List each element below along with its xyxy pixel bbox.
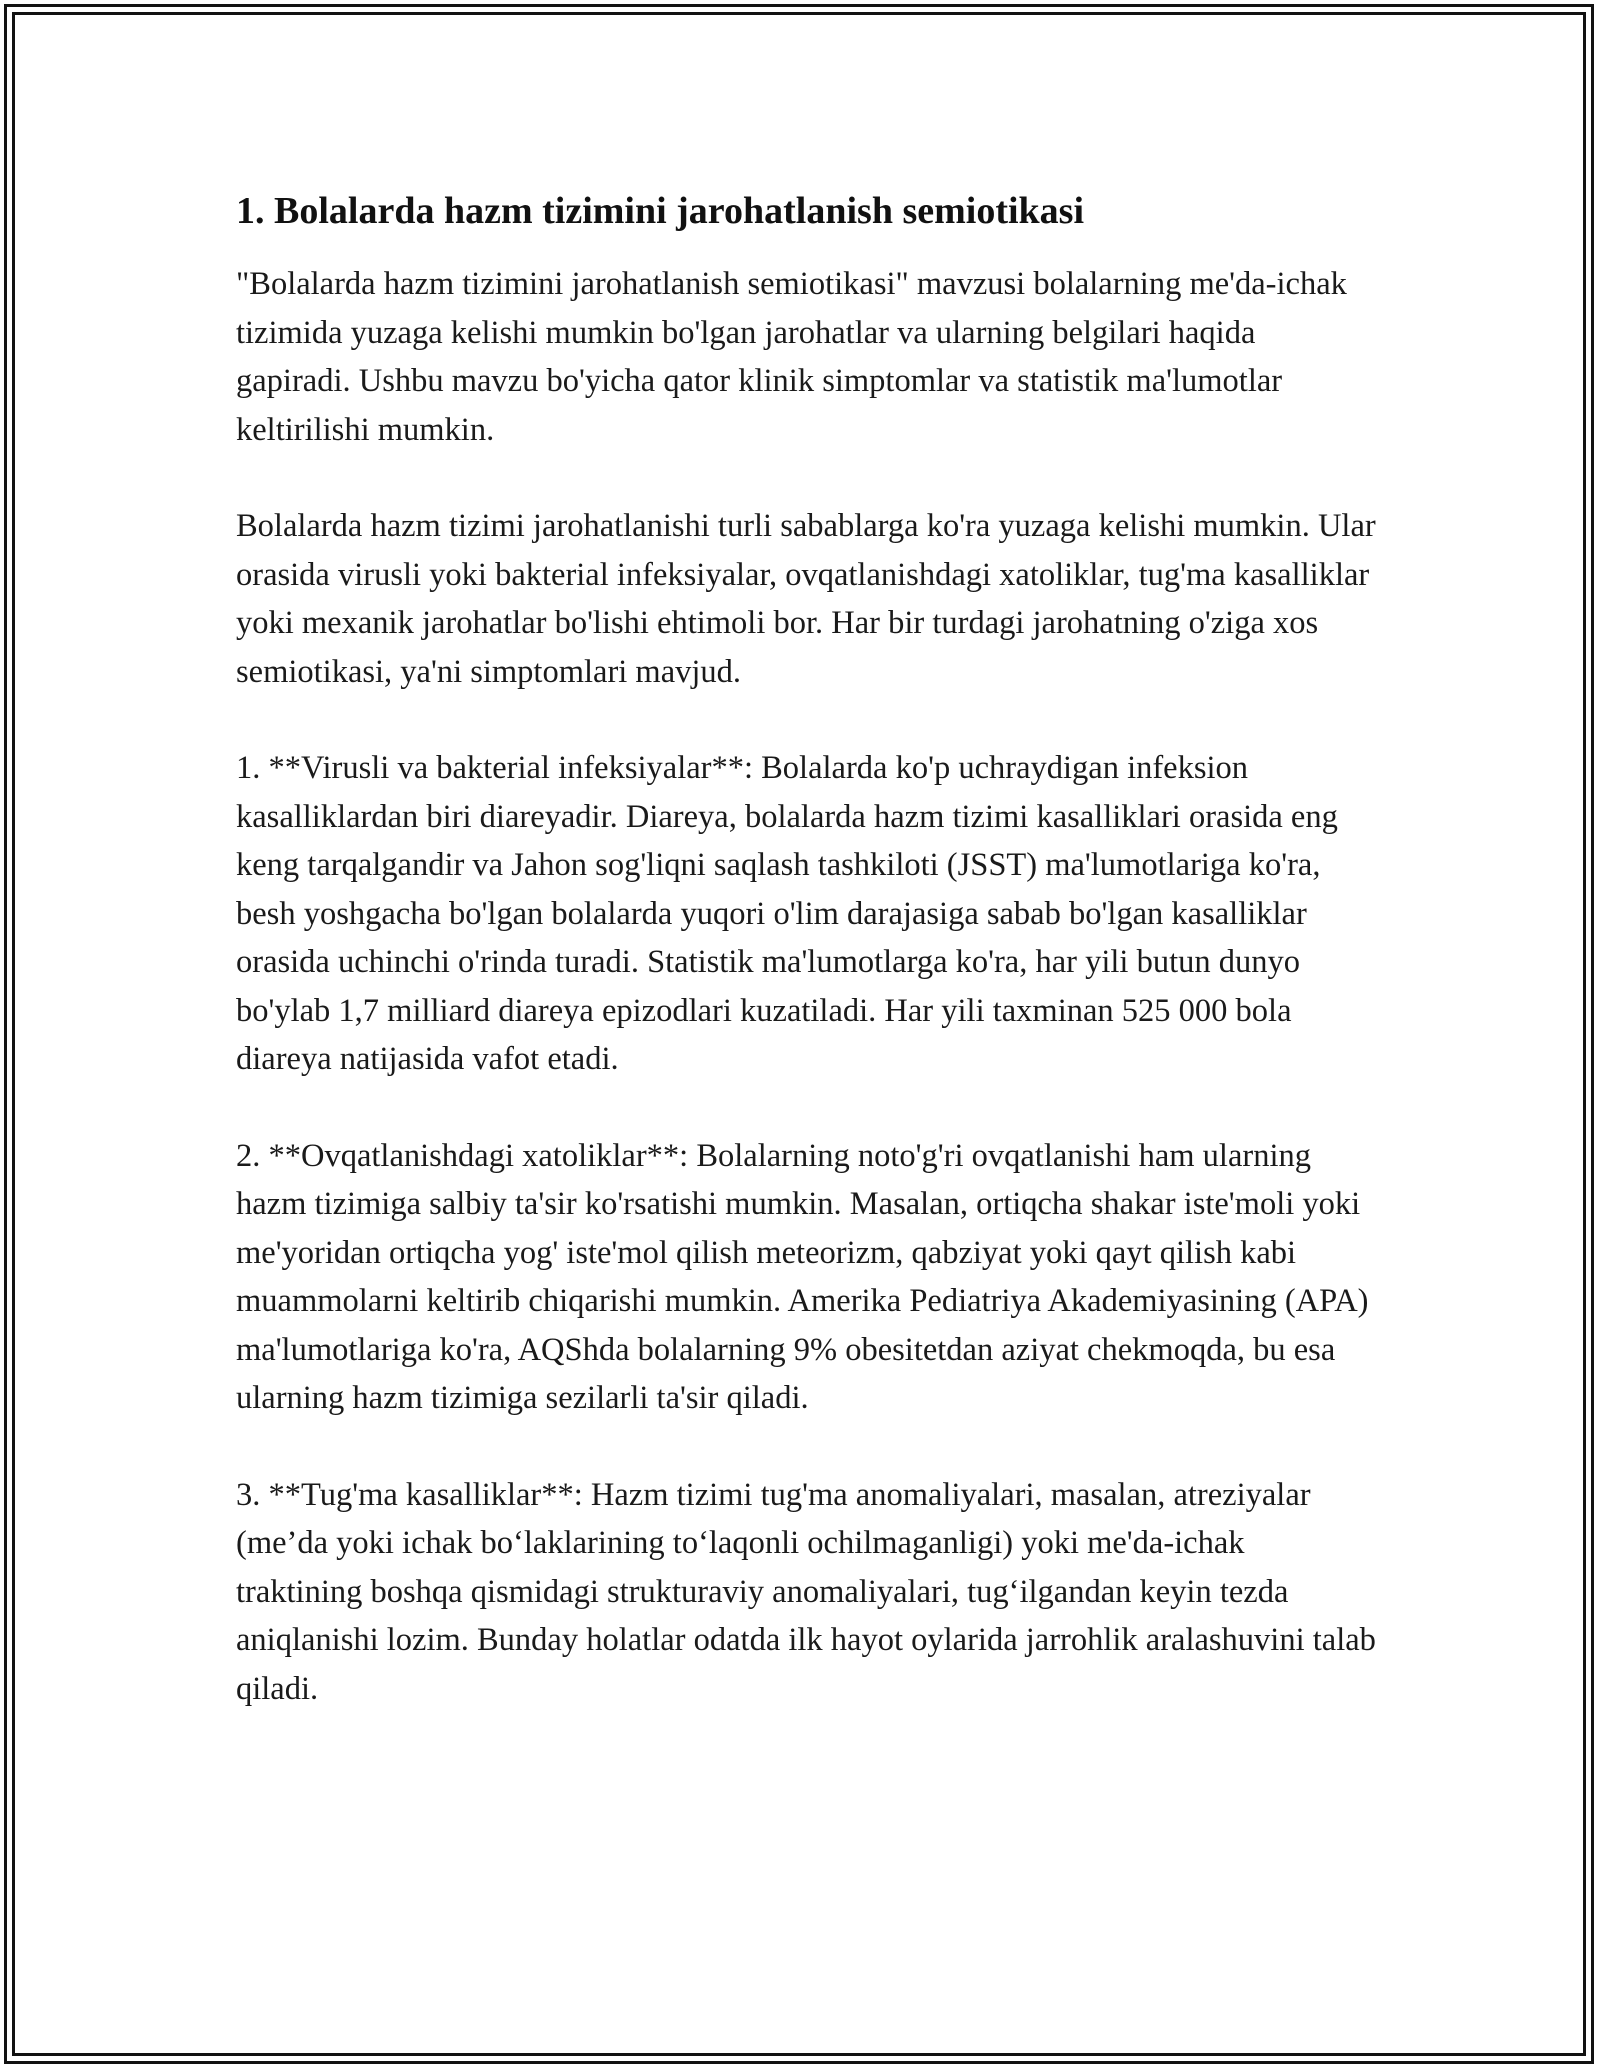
intro-paragraph: "Bolalarda hazm tizimini jarohatlanish semiotikasi" mavzusi bolalarning me'da-ichak tizimida yuzaga kelishi mumkin bo'lgan jarohatlar va ularning belgilari haqida gapiradi. Ushbu mavzu bo'yicha qator klinik simptomlar va statistik ma'lumotlar keltirilishi mumkin. — [236, 266, 1347, 448]
nutrition-errors-paragraph: 2. **Ovqatlanishdagi xatoliklar**: Bolalarning noto'g'ri ovqatlanishi ham ularning hazm tizimiga salbiy ta'sir ko'rsatishi mumkin. Masalan, ortiqcha shakar iste'moli yoki me'yoridan ortiqcha yog' iste'mol qilish meteorizm, qabziyat yoki qayt qilish kabi muammolarni keltirib chiqarishi mumkin. Amerika Pediatriya Akademiyasining (APA) ma'lumotlariga ko'ra, AQShda bolalarning 9% obesitetdan aziyat chekmoqda, bu esa ularning hazm tizimiga sezilarli ta'sir qiladi. — [236, 1137, 1369, 1416]
document-body — [236, 188, 1376, 1761]
congenital-diseases-paragraph: 3. **Tug'ma kasalliklar**: Hazm tizimi tug'ma anomaliyalari, masalan, atreziyalar (me’da yoki ichak bo‘laklarining to‘laqonli ochilmaganligi) yoki me'da-ichak traktining boshqa qismidagi strukturaviy anomaliyalari, tug‘ilgandan keyin tezda aniqlanishi lozim. Bunday holatlar odatda ilk hayot oylarida jarrohlik aralashuvini talab qiladi. — [236, 1476, 1376, 1707]
infections-paragraph: 1. **Virusli va bakterial infeksiyalar**: Bolalarda ko'p uchraydigan infeksion kasalliklardan biri diareyadir. Diareya, bolalarda hazm tizimi kasalliklari orasida eng keng tarqalgandir va Jahon sog'liqni saqlash tashkiloti (JSST) ma'lumotlariga ko'ra, besh yoshgacha bo'lgan bolalarda yuqori o'lim darajasiga sabab bo'lgan kasalliklar orasida uchinchi o'rinda turadi. Statistik ma'lumotlarga ko'ra, har yili butun dunyo bo'ylab 1,7 milliard diareya epizodlari kuzatiladi. Har yili taxminan 525 000 bola diareya natijasida vafot etadi. — [236, 750, 1338, 1077]
causes-paragraph: Bolalarda hazm tizimi jarohatlanishi turli sabablarga ko'ra yuzaga kelishi mumkin. Ular orasida virusli yoki bakterial infeksiyalar, ovqatlanishdagi xatoliklar, tug'ma kasalliklar yoki mexanik jarohatlar bo'lishi ehtimoli bor. Har bir turdagi jarohatning o'ziga xos semiotikasi, ya'ni simptomlari mavjud. — [236, 508, 1376, 690]
page-title: 1. Bolalarda hazm tizimini jarohatlanish semiotikasi — [236, 190, 1085, 232]
